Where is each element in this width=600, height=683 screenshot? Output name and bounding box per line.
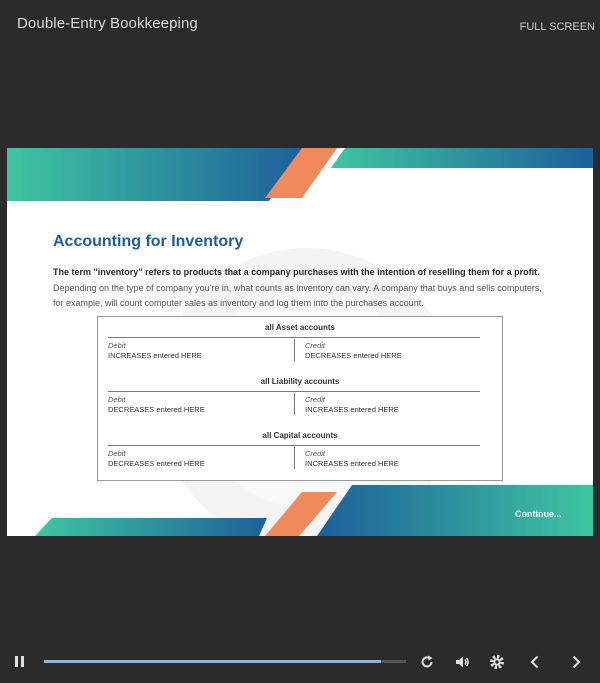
progress-bar[interactable] <box>44 660 406 663</box>
ledger-section-title: all Liability accounts <box>260 377 340 386</box>
slide-heading: Accounting for Inventory <box>53 233 244 250</box>
ledger-section-assets <box>98 319 502 373</box>
ledger-section-capital <box>98 427 502 481</box>
continue-button[interactable]: Continue... <box>515 509 562 519</box>
divider <box>294 393 295 415</box>
full-screen-button[interactable]: FULL SCREEN <box>519 21 595 33</box>
credit-value: DECREASES entered HERE <box>305 351 402 360</box>
divider <box>294 447 295 469</box>
debit-label: Debit <box>108 341 126 350</box>
previous-icon[interactable] <box>526 653 544 671</box>
ledger-section-liabilities <box>98 373 502 427</box>
credit-cell <box>305 395 399 415</box>
divider <box>108 391 480 392</box>
debit-cell <box>108 395 205 415</box>
player-header <box>0 0 600 50</box>
course-title: Double-Entry Bookkeeping <box>17 15 198 32</box>
ledger-section-title: all Asset accounts <box>265 323 335 332</box>
intro-paragraph: Depending on the type of company you're in, what counts as inventory can vary. A company that buys and sells computers, for example, will count computer sales as inventory and log them into the purchases account. <box>53 283 542 308</box>
credit-label: Credit <box>305 341 326 350</box>
credit-cell <box>305 341 402 361</box>
slide-canvas <box>7 148 593 536</box>
credit-value: INCREASES entered HERE <box>305 459 399 468</box>
debit-label: Debit <box>108 449 126 458</box>
replay-icon[interactable] <box>418 653 436 671</box>
ledger-section-title: all Capital accounts <box>262 431 338 440</box>
credit-label: Credit <box>305 449 326 458</box>
credit-value: INCREASES entered HERE <box>305 405 399 414</box>
pause-icon[interactable] <box>14 656 26 668</box>
next-icon[interactable] <box>567 653 585 671</box>
divider <box>108 445 480 446</box>
progress-fill <box>44 660 381 663</box>
divider <box>294 339 295 361</box>
settings-icon[interactable] <box>488 653 506 671</box>
debit-value: DECREASES entered HERE <box>108 405 205 414</box>
intro-sentence: The term "inventory" refers to products that a company purchases with the intention of reselling them for a profit. <box>53 267 540 277</box>
debit-cell <box>108 449 205 469</box>
divider <box>108 337 480 338</box>
credit-label: Credit <box>305 395 326 404</box>
player-controls <box>0 640 600 683</box>
debit-value: DECREASES entered HERE <box>108 459 205 468</box>
debit-value: INCREASES entered HERE <box>108 351 202 360</box>
debit-label: Debit <box>108 395 126 404</box>
t-account-table <box>97 316 503 481</box>
debit-cell <box>108 341 202 361</box>
credit-cell <box>305 449 399 469</box>
volume-icon[interactable] <box>453 653 471 671</box>
